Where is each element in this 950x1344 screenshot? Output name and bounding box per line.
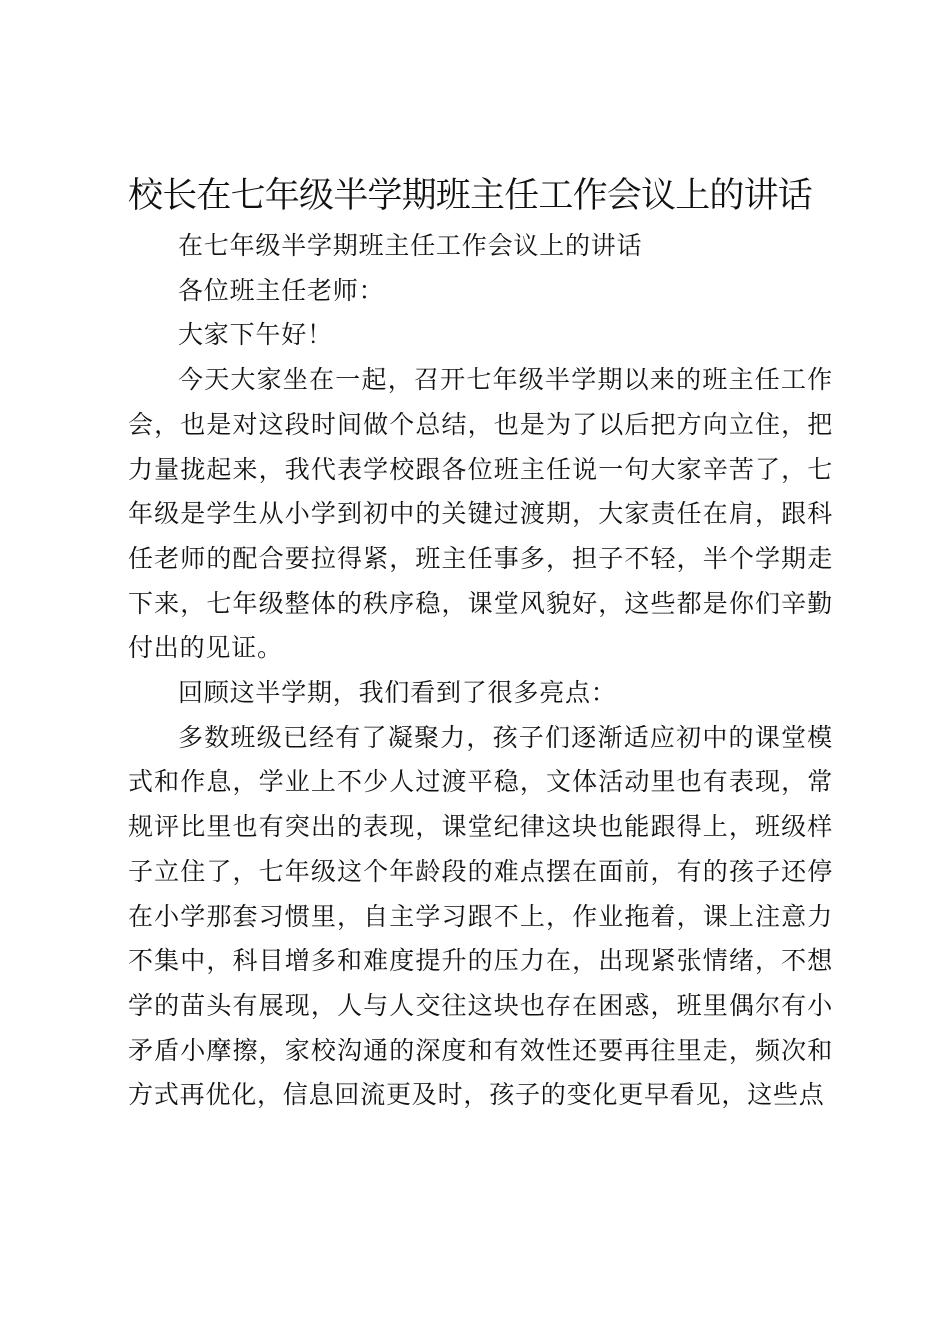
paragraph-greeting: 大家下午好！ — [178, 320, 333, 350]
paragraph-highlights: 多数班级已经有了凝聚力，孩子们逐渐适应初中的课堂模式和作息，学业上不少人过渡平稳，文体活动里也有表现，常规评比里也有突出的表现，课堂纪律这块也能跟得上，班级样子立住了，七年级这个年龄段的难点摆在面前，有的孩子还停在小学那套习惯里，自主学习跟不上，作业拖着，课上注意力不集中，科目增多和难度提升的压力在，出现紧张情绪，不想学的苗头有展现，人与人交往这块也存在困惑，班里偶尔有小矛盾小摩擦，家校沟通的深度和有效性还要再往里走，频次和方式再优化，信息回流更及时，孩子的变化更早看见，这些点 — [128, 722, 833, 1110]
document-body — [128, 224, 833, 1118]
document-title: 校长在七年级半学期班主任工作会议上的讲话 — [128, 176, 813, 216]
paragraph-opening: 今天大家坐在一起，召开七年级半学期以来的班主任工作会，也是对这段时间做个总结，也是为了以后把方向立住，把力量拢起来，我代表学校跟各位班主任说一句大家辛苦了，七年级是学生从小学到初中的关键过渡期，大家责任在肩，跟科任老师的配合要拉得紧，班主任事多，担子不轻，半个学期走下来，七年级整体的秩序稳，课堂风貌好，这些都是你们辛勤付出的见证。 — [128, 365, 833, 663]
paragraph-review-intro: 回顾这半学期，我们看到了很多亮点： — [178, 678, 617, 708]
paragraph-salutation: 各位班主任老师： — [178, 275, 385, 305]
paragraph-subtitle: 在七年级半学期班主任工作会议上的讲话 — [178, 231, 643, 260]
